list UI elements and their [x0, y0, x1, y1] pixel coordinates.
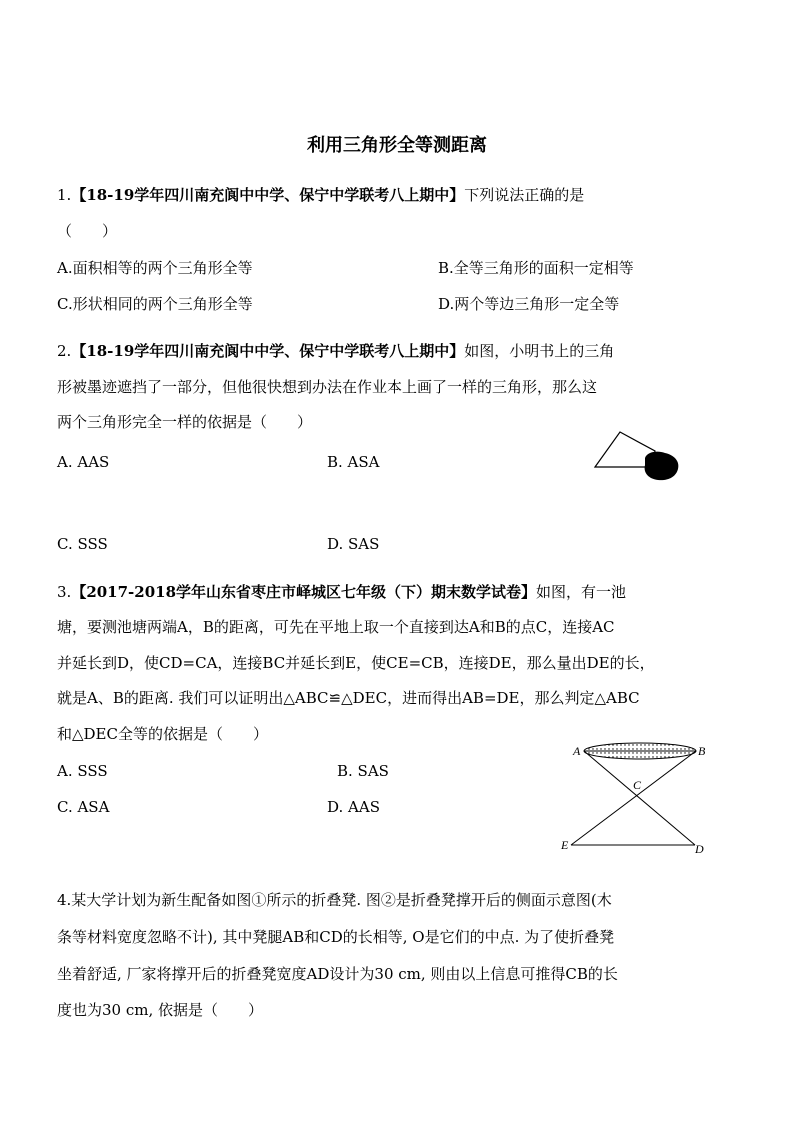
question-1-option-d: D.两个等边三角形一定全等 — [438, 295, 620, 313]
question-1-answer-paren: （ ） — [57, 222, 118, 240]
question-1-line-1 — [57, 188, 584, 203]
label-a: A — [573, 744, 581, 758]
question-3-line-4: 就是A、B的距离. 我们可以证明出△ABC≌△DEC，进而得出AB=DE，那么判定△ABC — [57, 689, 640, 707]
question-3-option-a: A. SSS — [57, 762, 108, 780]
page-title: 利用三角形全等测距离 — [307, 135, 487, 156]
question-2-text-1: 如图，小明书上的三角 — [464, 342, 615, 360]
question-3-option-c: C. ASA — [57, 798, 110, 816]
question-3-line-3: 并延长到D，使CD=CA，连接BC并延长到E，使CE=CB，连接DE，那么量出DE的长， — [57, 654, 655, 672]
question-3-text-1: 如图，有一池 — [536, 583, 627, 601]
segment-be — [571, 751, 696, 845]
question-2-number: 2. — [57, 342, 72, 360]
question-3-source: 【2017-2018学年山东省枣庄市峄城区七年级（下）期末数学试卷】 — [71, 583, 537, 601]
question-1-option-b: B.全等三角形的面积一定相等 — [438, 259, 634, 277]
question-1-stem: 下列说法正确的是 — [464, 186, 585, 204]
question-4-line-2: 条等材料宽度忽略不计), 其中凳腿AB和CD的长相等, O是它们的中点. 为了使折叠凳 — [57, 928, 615, 946]
label-e: E — [561, 838, 569, 852]
question-2-line-1 — [57, 344, 614, 359]
question-3-number: 3. — [57, 583, 72, 601]
question-1-option-a: A.面积相等的两个三角形全等 — [57, 259, 253, 277]
question-3-line-1 — [57, 585, 626, 600]
question-1-option-c: C.形状相同的两个三角形全等 — [57, 295, 253, 313]
label-d: D — [695, 842, 704, 856]
question-2-source: 【18-19学年四川南充阆中中学、保宁中学联考八上期中】 — [71, 342, 465, 360]
question-1-number: 1. — [57, 186, 72, 204]
label-c: C — [633, 778, 642, 792]
question-1-source: 【18-19学年四川南充阆中中学、保宁中学联考八上期中】 — [71, 186, 465, 204]
question-2-option-a: A. AAS — [57, 453, 110, 471]
question-3-line-5: 和△DEC全等的依据是（ ） — [57, 725, 268, 743]
question-2-line-3: 两个三角形完全一样的依据是（ ） — [57, 413, 313, 431]
question-2-option-c: C. SSS — [57, 535, 108, 553]
question-3-pond-figure — [555, 735, 715, 860]
label-b: B — [698, 744, 706, 758]
question-3-option-d: D. AAS — [327, 798, 380, 816]
segment-ad — [584, 751, 695, 845]
question-3-option-b: B. SAS — [337, 762, 389, 780]
question-4-line-1: 4.某大学计划为新生配备如图①所示的折叠凳. 图②是折叠凳撑开后的侧面示意图(木 — [57, 891, 612, 909]
question-2-line-2: 形被墨迹遮挡了一部分，但他很快想到办法在作业本上画了一样的三角形，那么这 — [57, 378, 598, 396]
question-4-line-4: 度也为30 cm, 依据是（ ） — [57, 1001, 264, 1019]
question-3-line-2: 塘，要测池塘两端A，B的距离，可先在平地上取一个直接到达A和B的点C，连接AC — [57, 618, 615, 636]
question-2-option-b: B. ASA — [327, 453, 380, 471]
question-4-line-3: 坐着舒适, 厂家将撑开后的折叠凳宽度AD设计为30 cm, 则由以上信息可推得CB的长 — [57, 965, 618, 983]
question-2-ink-triangle-figure — [590, 425, 685, 485]
question-2-option-d: D. SAS — [327, 535, 380, 553]
